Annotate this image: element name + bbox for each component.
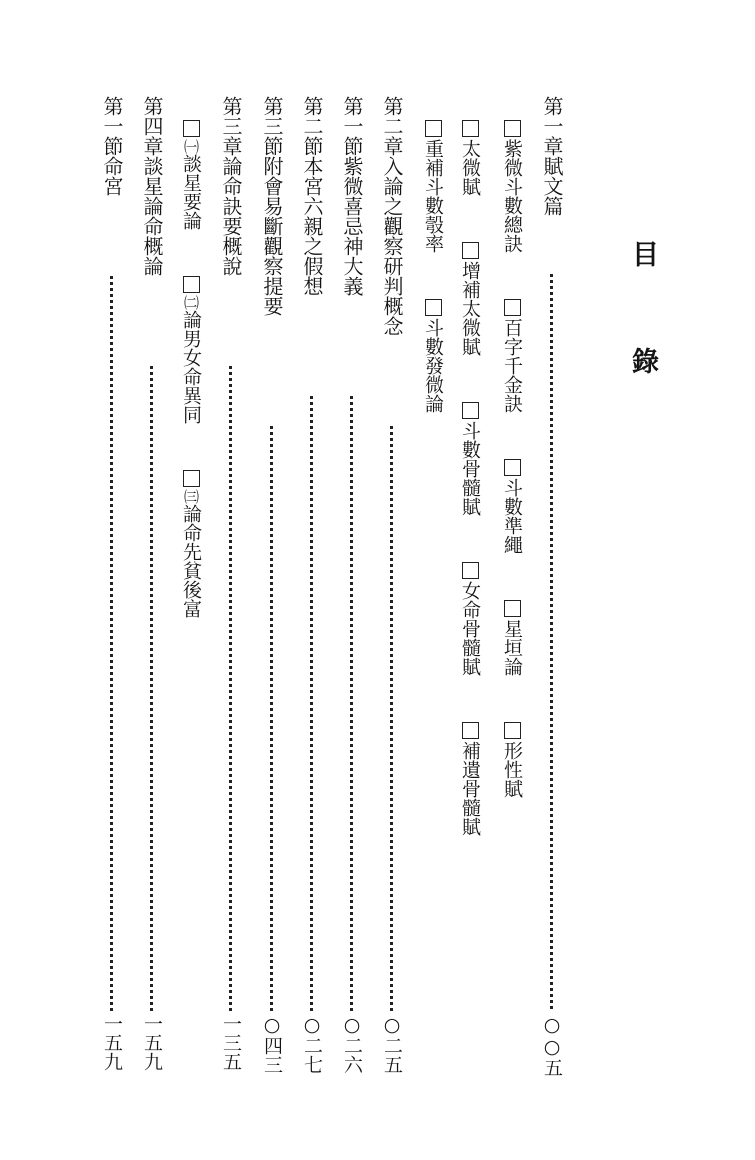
entry-heading: 第三章: [219, 96, 243, 156]
checkbox-icon: [504, 120, 521, 137]
dot-leader: [310, 396, 313, 1011]
toc-entry-chapter-1[interactable]: [537, 96, 567, 1077]
entry-page-number: ○二七: [301, 1014, 323, 1074]
dot-leader: [229, 366, 232, 1011]
sub-list-chapter-1-c: [418, 118, 448, 435]
list-item[interactable]: 形性賦: [497, 720, 527, 798]
checkbox-icon: [183, 470, 200, 487]
entry-heading: 第一節: [100, 96, 124, 156]
entry-page-number: 一五九: [141, 1014, 163, 1071]
list-item[interactable]: 斗數骨髓賦: [455, 400, 485, 516]
list-item[interactable]: 重補斗數彀率: [418, 118, 448, 253]
entry-heading: 第一節: [340, 96, 364, 156]
checkbox-icon: [462, 562, 479, 579]
toc-entry-chapter-2[interactable]: [377, 96, 407, 1074]
list-item[interactable]: 女命骨髓賦: [455, 560, 485, 676]
toc-entry-chapter-4[interactable]: [137, 96, 167, 1071]
checkbox-icon: [462, 722, 479, 739]
list-item[interactable]: 太微賦: [455, 118, 485, 196]
list-item[interactable]: ㈢論命先貧後富: [176, 468, 206, 618]
checkbox-icon: [183, 276, 200, 293]
entry-page-number: ○四三: [261, 1014, 283, 1074]
list-item[interactable]: ㈡論男女命異同: [176, 274, 206, 424]
checkbox-icon: [504, 600, 521, 617]
checkbox-icon: [183, 120, 200, 137]
toc-entry-chapter-2-section-1[interactable]: [337, 96, 367, 1074]
entry-heading: 第三節: [260, 96, 284, 156]
entry-page-number: ○○五: [541, 1014, 563, 1077]
list-item[interactable]: 斗數準繩: [497, 457, 527, 554]
list-item[interactable]: 紫微斗數總訣: [497, 118, 527, 253]
entry-title: 附會易斷觀察提要: [260, 156, 284, 316]
entry-heading: 第二章: [380, 96, 404, 156]
sub-list-chapter-1-b: [455, 118, 485, 858]
entry-heading: 第二節: [300, 96, 324, 156]
entry-page-number: 一五九: [101, 1014, 123, 1071]
entry-title: 命宮: [100, 156, 124, 196]
entry-title: 論命訣要概說: [219, 156, 243, 276]
list-item[interactable]: 補遺骨髓賦: [455, 720, 485, 836]
entry-title: 入論之觀察研判概念: [380, 156, 404, 336]
entry-heading: 第一章: [540, 96, 564, 156]
entry-title: 紫微喜忌神大義: [340, 156, 364, 296]
entry-title: 賦文篇: [540, 156, 564, 216]
list-item[interactable]: 星垣論: [497, 598, 527, 676]
dot-leader: [270, 426, 273, 1011]
list-item[interactable]: 百字千金訣: [497, 297, 527, 413]
page-title: 目錄: [627, 240, 658, 454]
dot-leader: [390, 426, 393, 1011]
checkbox-icon: [504, 722, 521, 739]
entry-title: 談星論命概論: [140, 156, 164, 276]
checkbox-icon: [462, 120, 479, 137]
checkbox-icon: [504, 299, 521, 316]
list-item[interactable]: 增補太微賦: [455, 240, 485, 356]
checkbox-icon: [462, 402, 479, 419]
dot-leader: [110, 276, 113, 1011]
checkbox-icon: [504, 459, 521, 476]
sub-list-chapter-3: [176, 118, 206, 640]
entry-title: 本宮六親之假想: [300, 156, 324, 296]
toc-entry-chapter-2-section-3[interactable]: [257, 96, 287, 1074]
list-item[interactable]: ㈠談星要論: [176, 118, 206, 230]
entry-heading: 第四章: [140, 96, 164, 156]
toc-entry-chapter-3[interactable]: [216, 96, 246, 1071]
entry-page-number: ○二六: [341, 1014, 363, 1074]
dot-leader: [150, 366, 153, 1011]
toc-entry-chapter-2-section-2[interactable]: [297, 96, 327, 1074]
checkbox-icon: [425, 120, 442, 137]
checkbox-icon: [462, 242, 479, 259]
sub-list-chapter-1-a: [497, 118, 527, 820]
entry-page-number: 一三五: [220, 1014, 242, 1071]
entry-page-number: ○二五: [381, 1014, 403, 1074]
list-item[interactable]: 斗數發微論: [418, 297, 448, 413]
dot-leader: [550, 274, 553, 1009]
checkbox-icon: [425, 299, 442, 316]
dot-leader: [350, 396, 353, 1011]
toc-entry-chapter-4-section-1[interactable]: [97, 96, 127, 1071]
